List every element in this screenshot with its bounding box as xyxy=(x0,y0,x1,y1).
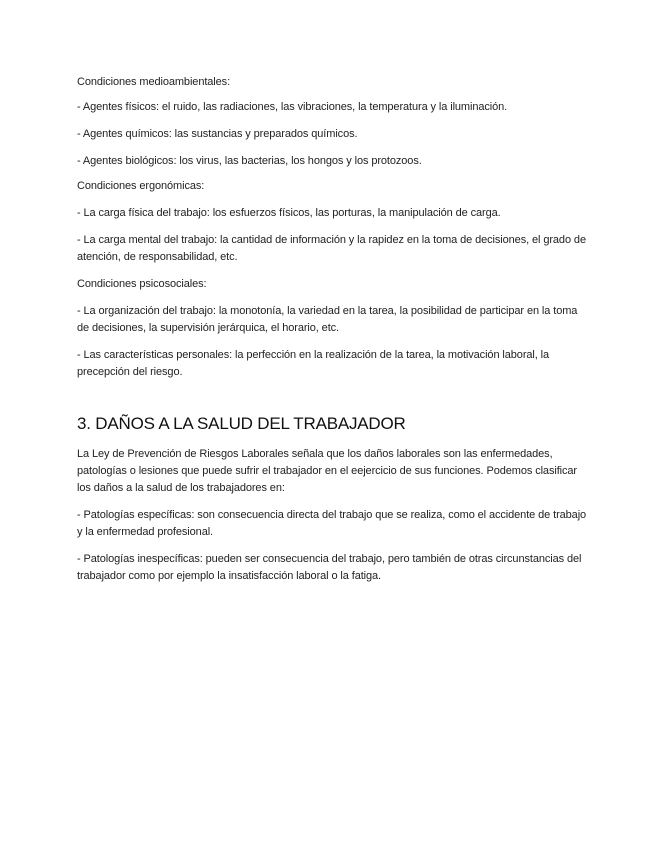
section-spacer xyxy=(77,391,587,413)
list-item-agentes-quimicos: - Agentes químicos: las sustancias y preparados químicos. xyxy=(77,128,358,140)
list-item-agentes-fisicos: - Agentes físicos: el ruido, las radiaciones, las vibraciones, la temperatura y la iluminación. xyxy=(77,101,508,113)
list-item-carga-mental: - La carga mental del trabajo: la cantidad de información y la rapidez en la toma de decisiones, el grado de atención, de responsabilidad, etc. xyxy=(77,234,586,263)
section-intro: La Ley de Prevención de Riesgos Laborales señala que los daños laborales son las enfermedades, patologías o lesiones que puede sufrir el trabajador en el eejercicio de sus funciones. Podemos clasificar los daños a la salud de los trabajadores en: xyxy=(77,448,577,494)
list-item-caracteristicas-personales: - Las características personales: la perfección en la realización de la tarea, la motivación laboral, la precepción del riesgo. xyxy=(77,349,550,378)
document-page xyxy=(77,74,587,595)
section-title: 3. DAÑOS A LA SALUD DEL TRABAJADOR xyxy=(77,414,406,433)
list-item-patologias-inespecificas: - Patologías inespecíficas: pueden ser consecuencia del trabajo, pero también de otras circunstancias del trabajador como por ejemplo la insatisfacción laboral o la fatiga. xyxy=(77,553,582,582)
list-item-carga-fisica: - La carga física del trabajo: los esfuerzos físicos, las porturas, la manipulación de carga. xyxy=(77,207,501,219)
list-item-agentes-biologicos: - Agentes biológicos: los virus, las bacterias, los hongos y los protozoos. xyxy=(77,155,422,167)
heading-ergonomicas: Condiciones ergonómicas: xyxy=(77,180,205,192)
heading-medioambientales: Condiciones medioambientales: xyxy=(77,76,231,88)
list-item-patologias-especificas: - Patologías específicas: son consecuencia directa del trabajo que se realiza, como el accidente de trabajo y la enfermedad profesional. xyxy=(77,509,587,538)
heading-psicosociales: Condiciones psicosociales: xyxy=(77,278,207,290)
list-item-organizacion-trabajo: - La organización del trabajo: la monotonía, la variedad en la tarea, la posibilidad de participar en la toma de decisiones, la supervisión jerárquica, el horario, etc. xyxy=(77,305,578,334)
